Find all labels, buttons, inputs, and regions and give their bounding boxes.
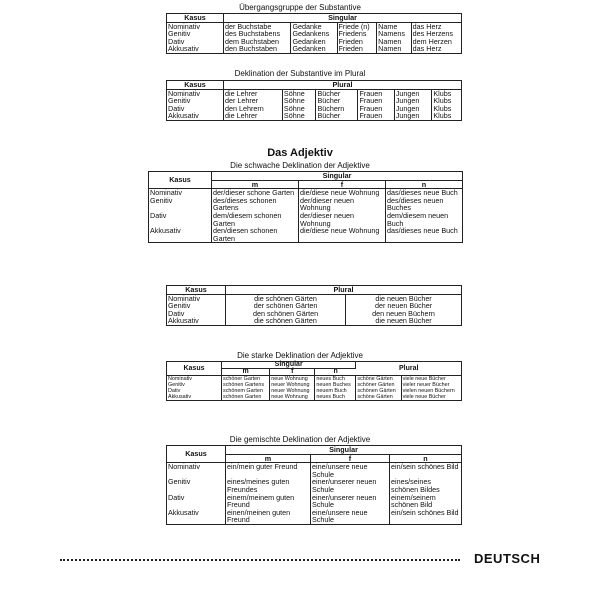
table-cell: der neuen Bücher [374,301,433,311]
header-f: f [270,369,315,376]
table-cell: den neuen Büchern [372,308,435,318]
header-kasus: Kasus [167,446,226,463]
table-cell: Bücher [316,89,358,97]
table-cell: den schönen Gärten [226,310,346,318]
table-cell: Klubs [433,103,452,113]
table-cell: die Lehrer [224,112,283,120]
table-cell: schöner Garten [222,376,270,383]
table-cell: die/diese neue Wohnung [299,189,386,197]
table-cell: Söhne [282,89,316,97]
table-cell: Friede (n) [337,22,377,30]
table-cell: Genitiv [167,97,224,105]
table-cell: die schönen Gärten [226,294,346,302]
table-cell: eines/meines guten Freundes [226,478,311,493]
table-cell: vielen neuen Büchern [402,388,455,394]
table-cell: Akkusativ [167,45,224,53]
table-cell: den Lehrern [224,105,283,113]
table-cell: dem/diesem schonen Garten [212,212,299,227]
table-row [167,478,462,493]
header-singular: Singular [212,172,463,181]
table-cell: Name [377,22,412,30]
header-m: m [226,454,311,463]
table-cell: schönen Garten [222,394,270,401]
table-cell: das Herz [412,44,442,54]
table-substantive-plural [166,80,462,121]
header-plural: Plural [356,362,462,376]
table-cell: Jungen [394,105,432,113]
table-cell: die/diese neue Wohnung [299,227,386,243]
caption-starke-deklination: Die starke Deklination der Adjektive [237,351,363,360]
table-cell: Akkusativ [167,509,226,525]
header-singular: Singular [226,446,462,455]
table-cell: einer/unserer neuen Schule [311,494,390,509]
table-cell: eine/unsere neue Schule [311,463,390,479]
table-cell: neue Wohnung [270,376,315,383]
table-adjektiv-plural [166,285,462,326]
header-singular: Singular [224,14,462,23]
table-cell: viele neue Bücher [402,376,446,382]
table-cell: Namen [377,38,412,46]
table-cell: einem/seinem schönen Bild [391,492,436,510]
table-row [149,197,463,212]
table-cell: vieler neuer Bücher [402,382,450,388]
header-singular: Singular [222,362,356,369]
header-n: n [390,454,462,463]
table-starke-deklination [166,361,462,401]
table-cell: dem/diesem neuen Buch [387,210,449,228]
table-cell: schönen Gärten [356,388,401,394]
table-cell: einem/meinem guten Freund [226,494,311,509]
table-cell: neuer Wohnung [270,382,315,388]
table-cell: einer/unserer neuen Schule [311,478,390,493]
table-cell: die neuen Bücher [375,316,432,326]
table-gemischte-deklination [166,445,462,525]
table-cell: schöner Gärten [356,382,401,388]
table-schwache-deklination [148,171,463,243]
table-cell: eine/unsere neue Schule [311,509,390,525]
table-cell: die schönen Gärten [226,317,346,325]
caption-gemischte-deklination: Die gemischte Deklination der Adjektive [229,435,371,444]
header-kasus: Kasus [167,362,222,376]
table-cell: der/dieser neuen Wohnung [299,212,386,227]
header-kasus: Kasus [167,81,224,90]
header-kasus: Kasus [149,172,212,189]
table-cell: Frauen [358,89,394,97]
table-cell: neues Buch [315,394,356,401]
table-cell: Dativ [149,212,212,227]
table-cell: Nominativ [167,463,226,479]
table-cell: neue Wohnung [270,394,315,401]
table-cell: neues Buch [315,376,356,383]
table-cell: Klubs [433,96,452,106]
table-cell: das/dieses neue Buch [387,226,458,236]
table-cell: Friedens [337,30,377,38]
table-cell: den Buchstaben [224,45,291,53]
table-cell: das Herz [412,21,442,31]
table-cell: Akkusativ [167,394,222,401]
table-row [167,463,462,479]
caption-plural: Deklination der Substantive im Plural [234,69,366,78]
table-row [149,212,463,227]
table-cell: neuem Buch [315,388,356,394]
table-cell: der/dieser neuen Wohnung [299,197,386,212]
table-cell: Büchern [316,105,358,113]
table-cell: der schönen Gärten [226,302,346,310]
table-cell: einen/meinen guten Freund [226,509,311,525]
table-cell: das/dieses neue Buch [387,188,458,198]
table-cell: Söhne [282,97,316,105]
table-row [167,394,462,401]
table-cell: dem Buchstaben [224,38,291,46]
caption-uebergangsgruppe: Übergangsgruppe der Substantive [239,3,361,12]
table-cell: ein/sein schönes Bild [391,507,459,517]
table-cell: schönen Gartens [222,382,270,388]
table-cell: neuer Wohnung [270,388,315,394]
table-row [167,494,462,509]
table-cell: Nominativ [167,22,224,30]
table-cell: Jungen [394,97,432,105]
table-cell: die Lehrer [224,89,283,97]
table-cell: Genitiv [149,197,212,212]
header-f: f [299,180,386,189]
table-cell: Genitiv [167,302,226,310]
table-cell: Namens [377,30,412,38]
table-cell: Gedankens [291,30,337,38]
table-cell: den/diesen schonen Garten [212,227,299,243]
table-cell: viele neue Bücher [402,394,446,400]
table-cell: Akkusativ [167,112,224,120]
table-cell: Bücher [316,97,358,105]
table-cell: Frieden [337,45,377,53]
table-cell: Dativ [167,310,226,318]
table-row [167,45,462,53]
table-cell: Genitiv [167,478,226,493]
table-cell: Söhne [282,112,316,120]
table-cell: des/dieses schonen Gartens [212,197,299,212]
table-cell: die neuen Bücher [375,293,432,303]
table-row [149,227,463,243]
table-cell: Dativ [167,494,226,509]
table-cell: der Lehrer [224,97,283,105]
caption-schwache-deklination: Die schwache Deklination der Adjektive [230,161,370,170]
table-cell: neuen Buches [315,382,356,388]
table-cell: Söhne [282,105,316,113]
header-kasus: Kasus [167,286,226,295]
table-uebergangsgruppe [166,13,462,54]
table-cell: Frieden [337,38,377,46]
heading-das-adjektiv: Das Adjektiv [267,147,333,159]
table-cell: Dativ [167,38,224,46]
table-cell: dem Herzen [412,36,452,46]
table-cell: Namen [377,45,412,53]
header-f: f [311,454,390,463]
table-cell: schöne Gärten [356,376,401,383]
table-cell: des/dieses neuen Buches [387,195,444,213]
table-cell: Dativ [167,105,224,113]
header-n: n [386,180,463,189]
table-row [167,112,462,120]
footer-dotted-rule [60,559,460,561]
table-cell: Klubs [433,88,452,98]
table-cell: Frauen [358,105,394,113]
table-cell: Frauen [358,112,394,120]
table-cell: Dativ [167,388,222,394]
table-cell: ein/mein guter Freund [226,463,311,479]
table-cell: schöne Gärten [356,394,401,401]
table-cell: schönem Garten [222,388,270,394]
table-cell: Jungen [394,112,432,120]
table-cell: der/dieser schone Garten [212,189,299,197]
table-cell: Nominativ [167,376,222,383]
table-cell: Gedanken [291,38,337,46]
header-n: n [315,369,356,376]
table-cell: des Buchstabens [224,30,291,38]
table-cell: Akkusativ [149,227,212,243]
footer-label: DEUTSCH [474,551,541,566]
header-m: m [212,180,299,189]
table-cell: Genitiv [167,382,222,388]
table-cell: Gedanke [291,22,337,30]
table-cell: Jungen [394,89,432,97]
table-cell: Genitiv [167,30,224,38]
table-cell: Nominativ [167,89,224,97]
header-plural: Plural [224,81,462,90]
table-cell: Gedanken [291,45,337,53]
table-cell: Nominativ [149,189,212,197]
table-row [167,509,462,525]
table-cell: eines/seines schönen Bildes [391,477,440,494]
table-cell: ein/sein schönes Bild [391,462,459,472]
table-cell: Nominativ [167,294,226,302]
table-cell: Frauen [358,97,394,105]
table-cell: Akkusativ [167,317,226,325]
table-cell: des Herzens [412,29,454,39]
table-cell: Klubs [433,111,452,121]
table-cell: Bücher [316,112,358,120]
header-plural: Plural [226,286,462,295]
table-cell: der Buchstabe [224,22,291,30]
header-kasus: Kasus [167,14,224,23]
table-row [167,317,462,325]
header-m: m [222,369,270,376]
